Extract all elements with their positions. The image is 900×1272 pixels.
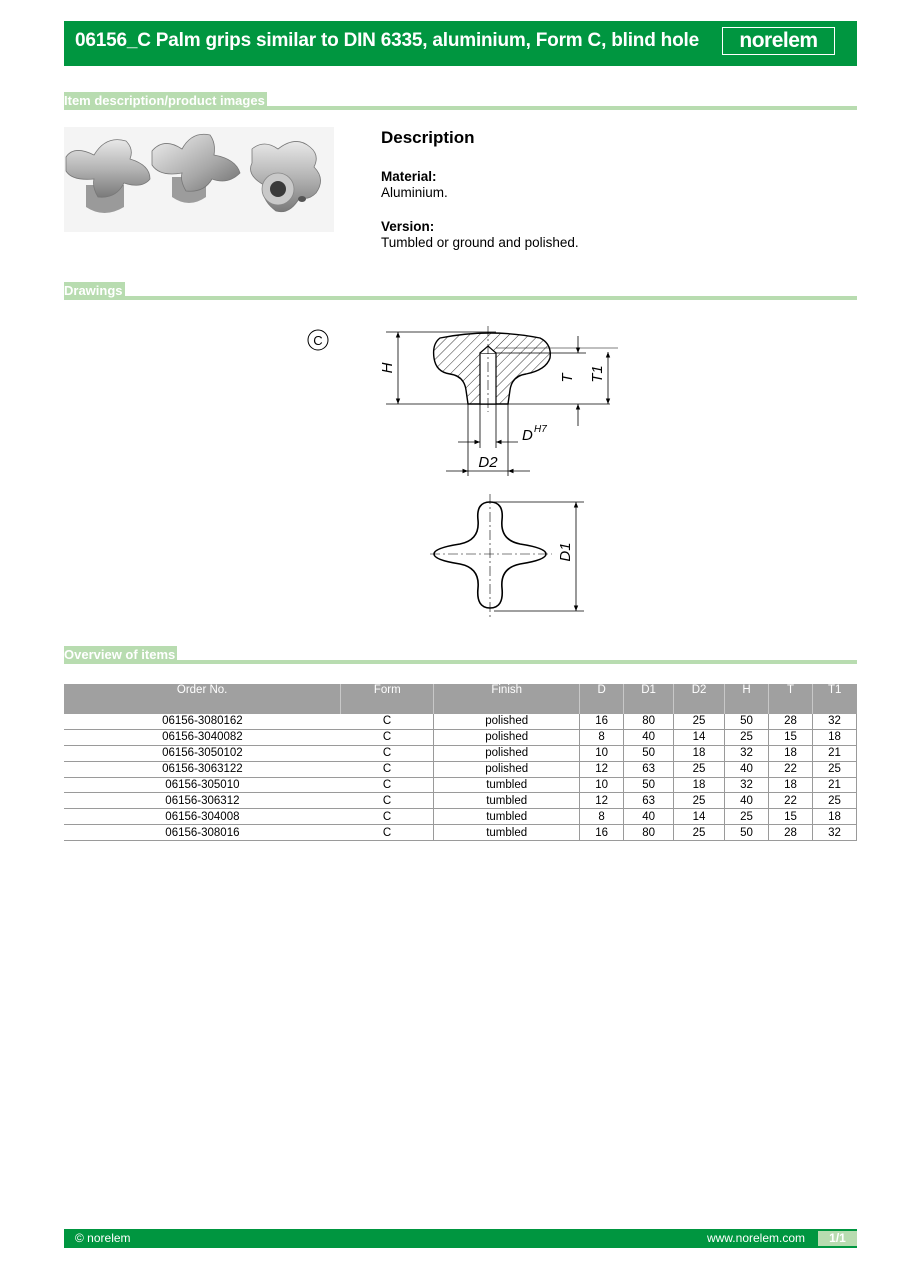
table-cell: 28 [769,825,813,841]
table-cell: 15 [769,729,813,745]
section-title-drawings: Drawings [64,283,123,298]
page-footer [64,1229,857,1248]
version-value: Tumbled or ground and polished. [381,235,579,250]
table-cell: 25 [674,714,725,729]
form-marker [308,330,328,350]
table-cell: 15 [769,809,813,825]
dim-label-d1: D1 [557,542,574,562]
table-cell: 8 [580,809,624,825]
column-header: D [580,684,624,714]
table-cell: tumbled [434,777,580,793]
table-cell: 40 [624,809,674,825]
dim-label-d: D [522,427,533,444]
section-item-description [64,92,857,110]
table-cell: 63 [624,761,674,777]
dim-label-d-tolerance: H7 [534,424,547,435]
section-title-overview: Overview of items [64,647,176,662]
table-cell: tumbled [434,825,580,841]
table-cell: 80 [624,714,674,729]
table-cell: 50 [624,777,674,793]
material-label: Material: [381,169,437,184]
table-cell: 22 [769,761,813,777]
table-cell: 50 [624,745,674,761]
technical-drawing [290,316,630,628]
table-cell: tumbled [434,809,580,825]
logo-text: norelem [739,29,818,52]
table-cell: tumbled [434,793,580,809]
table-cell: 06156-3040082 [64,729,341,745]
table-cell: 40 [725,793,769,809]
material-value: Aluminium. [381,185,448,200]
section-drawings [64,282,857,300]
table-cell: 18 [812,809,856,825]
table-cell: 18 [812,729,856,745]
table-cell: 12 [580,793,624,809]
table-cell: 25 [674,793,725,809]
table-row [64,761,857,777]
column-header: Finish [434,684,580,714]
page-number: 1/1 [818,1231,857,1246]
version-label: Version: [381,219,435,234]
table-cell: 25 [725,809,769,825]
table-cell: 16 [580,714,624,729]
dim-label-t1: T1 [589,365,606,383]
table-cell: 32 [812,714,856,729]
column-header: T [769,684,813,714]
dim-label-d2: D2 [478,454,498,471]
table-cell: C [341,793,434,809]
table-cell: 12 [580,761,624,777]
table-cell: 06156-306312 [64,793,341,809]
items-table [64,684,857,841]
table-row [64,729,857,745]
table-cell: 06156-305010 [64,777,341,793]
page-header [64,21,857,66]
column-header: T1 [812,684,856,714]
table-row [64,825,857,841]
table-cell: 25 [812,793,856,809]
table-cell: C [341,745,434,761]
form-marker-label: C [313,333,323,348]
table-cell: polished [434,729,580,745]
table-cell: 25 [674,825,725,841]
table-cell: 32 [812,825,856,841]
table-row [64,793,857,809]
table-cell: 28 [769,714,813,729]
description-heading: Description [381,128,475,147]
table-cell: 21 [812,745,856,761]
table-cell: 06156-3063122 [64,761,341,777]
table-cell: 21 [812,777,856,793]
table-cell: 06156-3050102 [64,745,341,761]
dim-label-h: H [379,362,396,374]
table-body [64,714,857,841]
table-cell: 14 [674,809,725,825]
table-cell: 25 [674,761,725,777]
table-cell: polished [434,714,580,729]
table-cell: C [341,825,434,841]
copyright-text: © norelem [75,1231,131,1245]
column-header: D1 [624,684,674,714]
table-row [64,777,857,793]
table-row [64,745,857,761]
table-cell: C [341,761,434,777]
website-link[interactable]: www.norelem.com [706,1231,805,1245]
table-cell: C [341,729,434,745]
description-block [381,128,841,269]
table-cell: polished [434,761,580,777]
product-images [64,127,334,232]
table-cell: 18 [769,745,813,761]
column-header: H [725,684,769,714]
page-title: 06156_C Palm grips similar to DIN 6335, aluminium, Form C, blind hole [75,30,699,51]
table-cell: polished [434,745,580,761]
table-cell: 16 [580,825,624,841]
table-cell: 25 [725,729,769,745]
column-header: Order No. [64,684,341,714]
table-cell: 06156-3080162 [64,714,341,729]
table-cell: 18 [674,745,725,761]
table-cell: 18 [769,777,813,793]
column-header: Form [341,684,434,714]
table-cell: 18 [674,777,725,793]
section-overview [64,646,857,664]
table-cell: 10 [580,777,624,793]
table-cell: 50 [725,714,769,729]
table-cell: 06156-304008 [64,809,341,825]
table-cell: 32 [725,777,769,793]
table-cell: 8 [580,729,624,745]
table-cell: 80 [624,825,674,841]
top-view [430,494,584,620]
norelem-logo [722,27,835,55]
table-cell: C [341,777,434,793]
table-cell: C [341,714,434,729]
table-cell: 32 [725,745,769,761]
table-cell: 40 [624,729,674,745]
table-cell: 40 [725,761,769,777]
table-cell: 10 [580,745,624,761]
section-view [379,326,618,476]
table-cell: 14 [674,729,725,745]
table-cell: 06156-308016 [64,825,341,841]
column-header: D2 [674,684,725,714]
table-header-row [64,684,857,714]
table-cell: 25 [812,761,856,777]
dim-label-t: T [559,373,576,383]
table-cell: 50 [725,825,769,841]
table-cell: 22 [769,793,813,809]
table-cell: C [341,809,434,825]
table-row [64,809,857,825]
table-cell: 63 [624,793,674,809]
section-title-item-description: Item description/product images [64,93,265,108]
table-row [64,714,857,729]
